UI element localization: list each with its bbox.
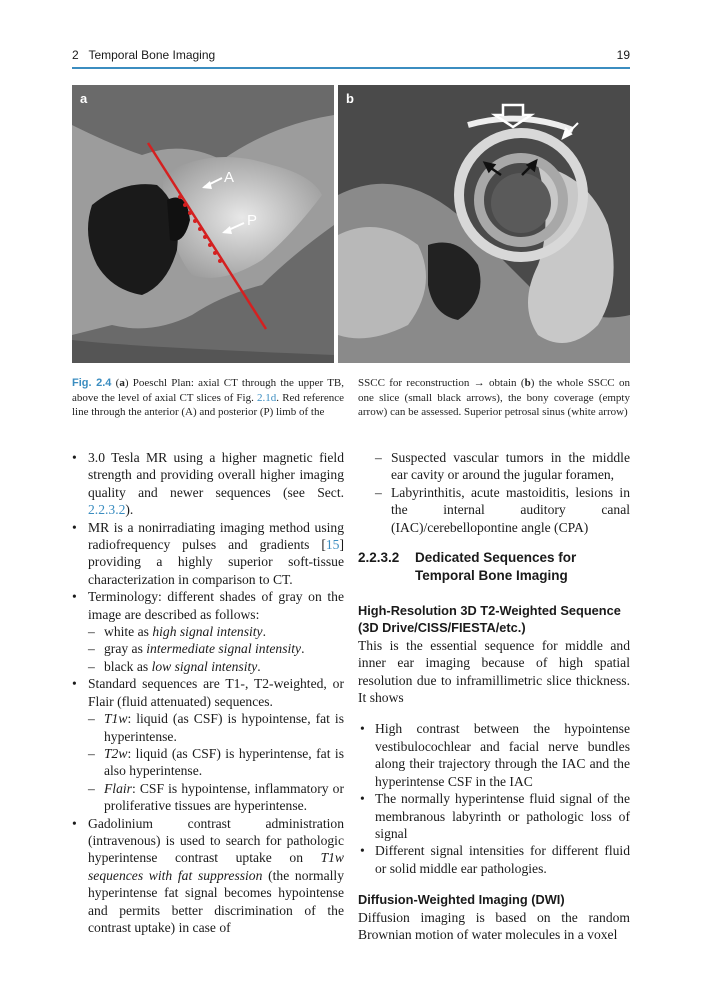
subheading-dwi: Diffusion-Weighted Imaging (DWI) xyxy=(358,892,565,908)
citation-link[interactable]: 15 xyxy=(325,537,340,553)
panel-a-label: a xyxy=(80,91,88,106)
page-number: 19 xyxy=(616,48,630,62)
bullet-fluid-signal: • The normally hyperintense fluid signal of the membranous labyrinth or pathologic loss of signal xyxy=(358,790,630,842)
paragraph-dwi: Diffusion imaging is based on the random Brownian motion of water molecules in a voxel xyxy=(358,909,630,942)
ct-image-b xyxy=(338,85,630,363)
subheading-3d-t2: High-Resolution 3D T2-Weighted Sequence (3D Drive/CISS/FIESTA/etc.) xyxy=(358,603,621,636)
dash-t2w: – T2w: liquid (as CSF) is hyperintense, fat is also hyperintense. xyxy=(72,745,344,780)
left-column xyxy=(72,449,344,936)
right-column xyxy=(358,449,630,943)
label-A: A xyxy=(224,169,235,186)
dash-vascular-tumors: – Suspected vascular tumors in the middle ear cavity or around the jugular foramen, xyxy=(358,449,630,484)
figure-panel-a xyxy=(72,85,334,363)
bullet-high-contrast: • High contrast between the hypointense vestibulocochlear and facial nerve bundles along their trajectory through the IAC and the hyperintense CSF in the IAC xyxy=(358,720,630,790)
panel-b-label: b xyxy=(346,91,354,106)
ct-image-a xyxy=(72,85,334,363)
dash-gray: – gray as intermediate signal intensity. xyxy=(72,640,344,657)
bullet-standard-sequences: • Standard sequences are T1-, T2-weighted, or Flair (fluid attenuated) sequences. xyxy=(72,675,344,710)
figure-panel-b xyxy=(338,85,630,363)
figure-caption-left: Fig. 2.4 (a) Poeschl Plan: axial CT through the upper TB, above the level of axial CT slices of Fig. 2.1d. Red reference line through the anterior (A) and posterior (P) limb of the xyxy=(72,377,344,418)
figure-number: Fig. 2.4 xyxy=(72,377,112,389)
dash-t1w: – T1w: liquid (as CSF) is hypointense, fat is hyperintense. xyxy=(72,710,344,745)
figure-caption-right: SSCC for reconstruction → obtain (b) the whole SSCC on one slice (small black arrows), the bony coverage (empty arrow) can be assessed. Superior petrosal sinus (white arrow) xyxy=(358,377,630,418)
running-header xyxy=(72,48,630,68)
bullet-terminology: • Terminology: different shades of gray on the image are described as follows: xyxy=(72,588,344,623)
dash-black: – black as low signal intensity. xyxy=(72,658,344,675)
section-number: 2.2.3.2 xyxy=(358,550,400,566)
dash-flair: – Flair: CSF is hypointense, inflammatory or proliferative tissues are hyperintense. xyxy=(72,780,344,815)
header-rule xyxy=(72,67,630,69)
figure-reference-link[interactable]: 2.1d xyxy=(257,391,277,404)
chapter-title: 2 Temporal Bone Imaging xyxy=(72,48,216,62)
paragraph-3d-t2: This is the essential sequence for middle and inner ear imaging because of high spatial resolution due to inframillimetric slice thickness. It shows xyxy=(358,637,630,706)
bullet-mr-nonirradiating: • MR is a nonirradiating imaging method using radiofrequency pulses and gradients [15] providing a highly superior soft-tissue characterization in comparison to CT. xyxy=(72,519,344,589)
section-reference-link[interactable]: 2.2.3.2 xyxy=(88,502,126,518)
section-heading: 2.2.3.2 Dedicated Sequences for Temporal Bone Imaging xyxy=(358,550,577,584)
label-P: P xyxy=(247,212,258,229)
bullet-gadolinium: • Gadolinium contrast administration (intravenous) is used to search for pathologic hyperintense contrast uptake on T1w sequences with fat suppression (the normally hyperintense fat signal becomes hypointense and permits better discrimination of the contrast uptake) in case of xyxy=(72,815,344,937)
dash-labyrinthitis: – Labyrinthitis, acute mastoiditis, lesions in the internal auditory canal (IAC)/cerebellopontine angle (CPA) xyxy=(358,484,630,536)
bullet-signal-intensities: • Different signal intensities for different fluid or solid middle ear pathologies. xyxy=(358,842,630,877)
dash-white: – white as high signal intensity. xyxy=(72,623,344,640)
bullet-mr-3t: • 3.0 Tesla MR using a higher magnetic field strength and providing overall higher imaging quality and newer sequences (see Sect. 2.2.3.2). xyxy=(72,449,344,519)
